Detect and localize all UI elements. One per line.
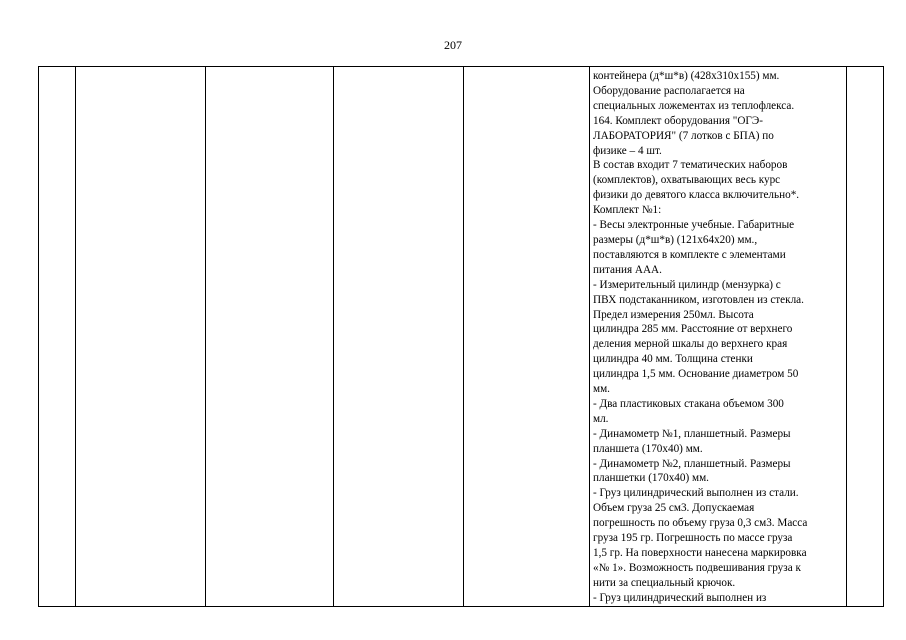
description-line: цилиндра 40 мм. Толщина стенки bbox=[593, 353, 753, 366]
description-line: физике – 4 шт. bbox=[593, 144, 662, 157]
description-line: нити за специальный крючок. bbox=[593, 576, 736, 589]
description-line: В состав входит 7 тематических наборов bbox=[593, 159, 788, 172]
description-line: «№ 1». Возможность подвешивания груза к bbox=[593, 561, 801, 574]
description-line: поставляются в комплекте с элементами bbox=[593, 248, 786, 261]
page-number: 207 bbox=[444, 38, 462, 52]
description-line: питания ААА. bbox=[593, 263, 662, 276]
table-cell-description bbox=[590, 67, 847, 607]
description-line: - Динамометр №2, планшетный. Размеры bbox=[593, 457, 791, 470]
description-line: Предел измерения 250мл. Высота bbox=[593, 308, 754, 321]
table-cell-number bbox=[39, 67, 76, 607]
description-line: мм. bbox=[593, 383, 610, 396]
description-line: цилиндра 1,5 мм. Основание диаметром 50 bbox=[593, 368, 799, 381]
description-line: Оборудование располагается на bbox=[593, 84, 745, 97]
description-line: - Динамометр №1, планшетный. Размеры bbox=[593, 427, 791, 440]
description-line: - Груз цилиндрический выполнен из bbox=[593, 591, 767, 604]
description-line: 164. Комплект оборудования "ОГЭ- bbox=[593, 114, 763, 127]
description-line: - Измерительный цилиндр (мензурка) с bbox=[593, 278, 781, 291]
description-line: физики до девятого класса включительно*. bbox=[593, 189, 800, 202]
description-line: Комплект №1: bbox=[593, 204, 662, 217]
table-row bbox=[39, 67, 884, 607]
description-line: планшетки (170х40) мм. bbox=[593, 472, 709, 485]
description-line: специальных ложементах из теплофлекса. bbox=[593, 99, 795, 112]
table-cell-col-7 bbox=[847, 67, 884, 607]
description-line: 1,5 гр. На поверхности нанесена маркировка bbox=[593, 547, 807, 559]
description-line: контейнера (д*ш*в) (428х310х155) мм. bbox=[593, 70, 780, 82]
description-line: Объем груза 25 см3. Допускаемая bbox=[593, 502, 755, 515]
description-line: - Весы электронные учебные. Габаритные bbox=[593, 219, 795, 232]
description-line: мл. bbox=[593, 412, 609, 425]
description-line: груза 195 гр. Погрешность по массе груза bbox=[593, 532, 793, 545]
table-cell-col-4 bbox=[334, 67, 464, 607]
description-line: ЛАБОРАТОРИЯ" (7 лотков с БПА) по bbox=[593, 129, 774, 142]
description-line: цилиндра 285 мм. Расстояние от верхнего bbox=[593, 323, 793, 336]
description-line: (комплектов), охватывающих весь курс bbox=[593, 174, 781, 187]
table-cell-col-2 bbox=[76, 67, 206, 607]
description-line: - Груз цилиндрический выполнен из стали. bbox=[593, 487, 799, 500]
table-cell-col-3 bbox=[206, 67, 334, 607]
description-text bbox=[593, 69, 844, 606]
document-table bbox=[38, 66, 884, 607]
description-line: размеры (д*ш*в) (121х64х20) мм., bbox=[593, 233, 758, 246]
description-line: - Два пластиковых стакана объемом 300 bbox=[593, 397, 784, 410]
table-cell-col-5 bbox=[464, 67, 590, 607]
description-line: деления мерной шкалы до верхнего края bbox=[593, 338, 788, 351]
description-line: погрешность по объему груза 0,3 см3. Масса bbox=[593, 517, 808, 530]
description-line: ПВХ подстаканником, изготовлен из стекла. bbox=[593, 293, 804, 306]
description-line: планшета (170х40) мм. bbox=[593, 442, 703, 455]
